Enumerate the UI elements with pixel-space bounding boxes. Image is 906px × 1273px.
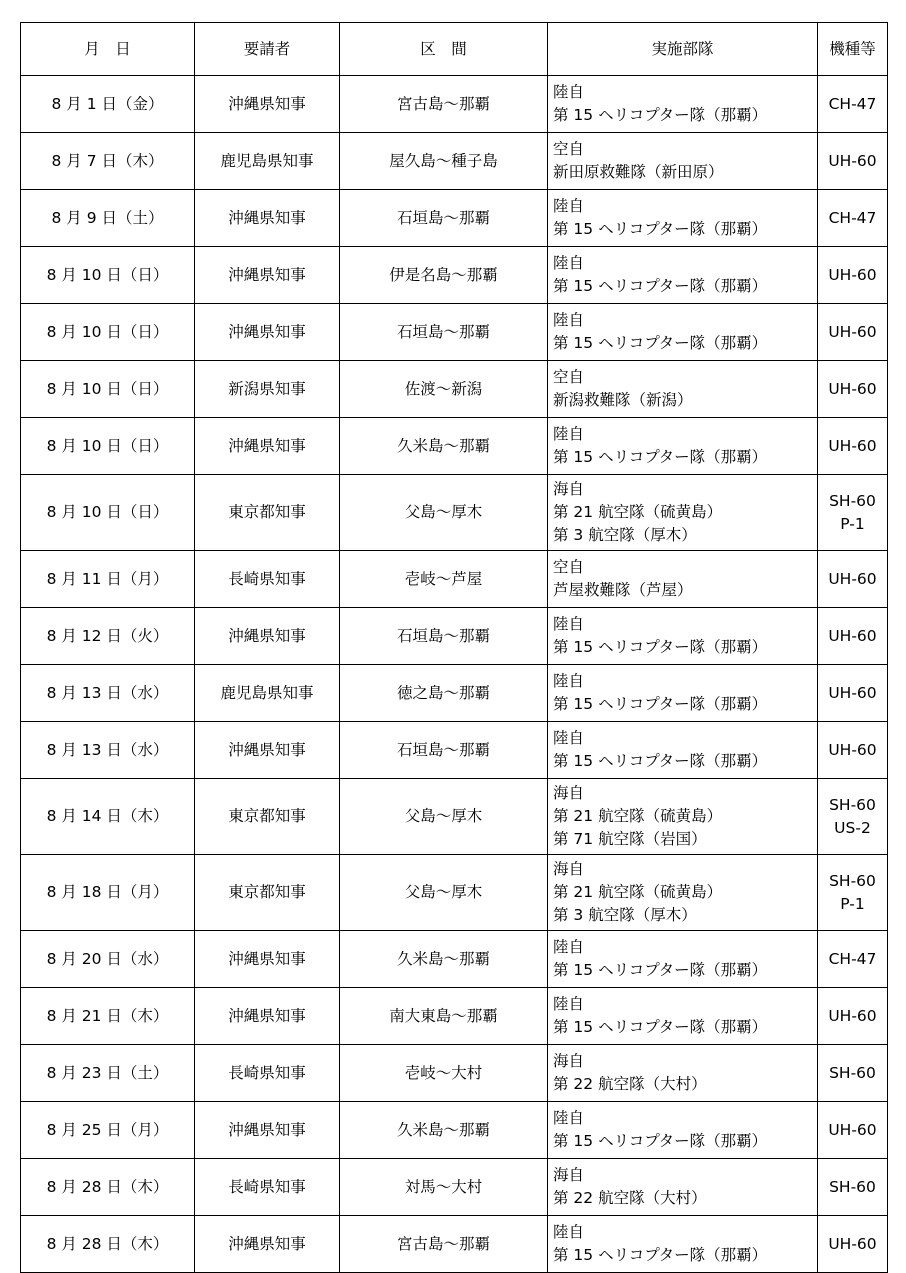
- unit-name: 第 15 ヘリコプター隊（那覇）: [553, 448, 768, 466]
- cell-requester: 鹿児島県知事: [195, 133, 340, 190]
- unit-branch: 空自: [553, 368, 585, 386]
- unit-branch: 海自: [553, 1052, 585, 1070]
- table-row: [21, 779, 888, 855]
- header-section: 区 間: [340, 23, 548, 76]
- cell-unit: [548, 1159, 818, 1216]
- table-row: [21, 988, 888, 1045]
- unit-branch: 海自: [553, 1166, 585, 1184]
- cell-aircraft: [818, 304, 888, 361]
- cell-requester: 沖縄県知事: [195, 76, 340, 133]
- unit-branch: 海自: [553, 784, 585, 802]
- cell-aircraft: [818, 608, 888, 665]
- aircraft-type: P-1: [840, 514, 865, 533]
- aircraft-type: UH-60: [828, 626, 877, 645]
- unit-name: 第 21 航空隊（硫黄島）: [553, 807, 723, 825]
- unit-branch: 陸自: [553, 615, 585, 633]
- cell-aircraft: [818, 361, 888, 418]
- cell-unit: [548, 551, 818, 608]
- table-row: [21, 76, 888, 133]
- unit-name: 第 15 ヘリコプター隊（那覇）: [553, 638, 768, 656]
- table-row: [21, 475, 888, 551]
- cell-date: 8 月 28 日（木）: [21, 1216, 195, 1273]
- cell-date: 8 月 7 日（木）: [21, 133, 195, 190]
- cell-section: 石垣島～那覇: [340, 608, 548, 665]
- aircraft-type: US-2: [834, 818, 871, 837]
- cell-section: 久米島～那覇: [340, 1102, 548, 1159]
- aircraft-type: UH-60: [828, 151, 877, 170]
- cell-aircraft: [818, 665, 888, 722]
- cell-section: 父島～厚木: [340, 779, 548, 855]
- cell-section: 父島～厚木: [340, 475, 548, 551]
- table-row: [21, 247, 888, 304]
- header-unit: 実施部隊: [548, 23, 818, 76]
- unit-name: 第 15 ヘリコプター隊（那覇）: [553, 106, 768, 124]
- cell-aircraft: [818, 551, 888, 608]
- cell-aircraft: [818, 1102, 888, 1159]
- cell-date: 8 月 10 日（日）: [21, 247, 195, 304]
- cell-unit: [548, 361, 818, 418]
- table-row: [21, 1216, 888, 1273]
- cell-unit: [548, 190, 818, 247]
- unit-name: 第 22 航空隊（大村）: [553, 1075, 707, 1093]
- cell-aircraft: [818, 1159, 888, 1216]
- table-body: [21, 76, 888, 1273]
- unit-branch: 陸自: [553, 254, 585, 272]
- table-row: [21, 361, 888, 418]
- table-row: [21, 1159, 888, 1216]
- cell-aircraft: [818, 247, 888, 304]
- header-row: [21, 23, 888, 76]
- unit-name: 第 15 ヘリコプター隊（那覇）: [553, 752, 768, 770]
- aircraft-type: SH-60: [829, 1177, 876, 1196]
- unit-name: 第 21 航空隊（硫黄島）: [553, 883, 723, 901]
- cell-unit: [548, 722, 818, 779]
- unit-branch: 空自: [553, 140, 585, 158]
- cell-section: 宮古島～那覇: [340, 1216, 548, 1273]
- cell-requester: 沖縄県知事: [195, 190, 340, 247]
- cell-section: 南大東島～那覇: [340, 988, 548, 1045]
- cell-unit: [548, 133, 818, 190]
- aircraft-type: CH-47: [828, 94, 877, 113]
- cell-aircraft: [818, 418, 888, 475]
- unit-name: 新潟救難隊（新潟）: [553, 391, 693, 409]
- cell-requester: 長崎県知事: [195, 551, 340, 608]
- unit-name: 第 15 ヘリコプター隊（那覇）: [553, 1132, 768, 1150]
- unit-name: 第 3 航空隊（厚木）: [553, 906, 697, 924]
- unit-name: 第 15 ヘリコプター隊（那覇）: [553, 334, 768, 352]
- table-row: [21, 855, 888, 931]
- cell-section: 屋久島～種子島: [340, 133, 548, 190]
- cell-date: 8 月 20 日（水）: [21, 931, 195, 988]
- cell-aircraft: [818, 855, 888, 931]
- aircraft-type: UH-60: [828, 740, 877, 759]
- cell-unit: [548, 247, 818, 304]
- unit-name: 第 71 航空隊（岩国）: [553, 830, 707, 848]
- aircraft-type: SH-60: [829, 871, 876, 890]
- aircraft-type: CH-47: [828, 949, 877, 968]
- cell-requester: 沖縄県知事: [195, 722, 340, 779]
- cell-section: 伊是名島～那覇: [340, 247, 548, 304]
- table-row: [21, 1045, 888, 1102]
- cell-date: 8 月 18 日（月）: [21, 855, 195, 931]
- aircraft-type: UH-60: [828, 1234, 877, 1253]
- cell-date: 8 月 9 日（土）: [21, 190, 195, 247]
- unit-branch: 陸自: [553, 1109, 585, 1127]
- header-aircraft: 機種等: [818, 23, 888, 76]
- unit-branch: 陸自: [553, 995, 585, 1013]
- cell-date: 8 月 10 日（日）: [21, 361, 195, 418]
- cell-date: 8 月 11 日（月）: [21, 551, 195, 608]
- cell-date: 8 月 25 日（月）: [21, 1102, 195, 1159]
- cell-unit: [548, 1216, 818, 1273]
- aircraft-type: SH-60: [829, 1063, 876, 1082]
- cell-aircraft: [818, 931, 888, 988]
- unit-branch: 陸自: [553, 425, 585, 443]
- cell-requester: 東京都知事: [195, 475, 340, 551]
- cell-date: 8 月 21 日（木）: [21, 988, 195, 1045]
- cell-section: 父島～厚木: [340, 855, 548, 931]
- cell-requester: 東京都知事: [195, 779, 340, 855]
- cell-aircraft: [818, 722, 888, 779]
- header-date: 月 日: [21, 23, 195, 76]
- cell-date: 8 月 23 日（土）: [21, 1045, 195, 1102]
- dispatch-records-table: [20, 22, 888, 1273]
- header-requester: 要請者: [195, 23, 340, 76]
- cell-aircraft: [818, 190, 888, 247]
- table-row: [21, 931, 888, 988]
- unit-name: 第 21 航空隊（硫黄島）: [553, 503, 723, 521]
- cell-section: 徳之島～那覇: [340, 665, 548, 722]
- aircraft-type: CH-47: [828, 208, 877, 227]
- table-header: [21, 23, 888, 76]
- unit-branch: 陸自: [553, 672, 585, 690]
- cell-requester: 沖縄県知事: [195, 931, 340, 988]
- cell-section: 宮古島～那覇: [340, 76, 548, 133]
- cell-requester: 沖縄県知事: [195, 304, 340, 361]
- cell-date: 8 月 12 日（火）: [21, 608, 195, 665]
- unit-branch: 海自: [553, 480, 585, 498]
- unit-branch: 陸自: [553, 83, 585, 101]
- cell-aircraft: [818, 988, 888, 1045]
- unit-branch: 海自: [553, 860, 585, 878]
- cell-section: 石垣島～那覇: [340, 190, 548, 247]
- cell-date: 8 月 13 日（水）: [21, 722, 195, 779]
- cell-unit: [548, 608, 818, 665]
- unit-name: 第 15 ヘリコプター隊（那覇）: [553, 961, 768, 979]
- cell-date: 8 月 13 日（水）: [21, 665, 195, 722]
- aircraft-type: UH-60: [828, 322, 877, 341]
- aircraft-type: SH-60: [829, 491, 876, 510]
- table-row: [21, 418, 888, 475]
- cell-aircraft: [818, 475, 888, 551]
- unit-branch: 陸自: [553, 938, 585, 956]
- cell-unit: [548, 779, 818, 855]
- unit-branch: 空自: [553, 558, 585, 576]
- unit-name: 第 3 航空隊（厚木）: [553, 526, 697, 544]
- table-row: [21, 133, 888, 190]
- cell-aircraft: [818, 133, 888, 190]
- aircraft-type: UH-60: [828, 265, 877, 284]
- cell-unit: [548, 76, 818, 133]
- table-row: [21, 190, 888, 247]
- cell-requester: 沖縄県知事: [195, 418, 340, 475]
- cell-date: 8 月 10 日（日）: [21, 304, 195, 361]
- cell-date: 8 月 1 日（金）: [21, 76, 195, 133]
- cell-section: 久米島～那覇: [340, 418, 548, 475]
- cell-aircraft: [818, 1045, 888, 1102]
- aircraft-type: UH-60: [828, 436, 877, 455]
- unit-name: 第 15 ヘリコプター隊（那覇）: [553, 1018, 768, 1036]
- cell-requester: 東京都知事: [195, 855, 340, 931]
- unit-branch: 陸自: [553, 729, 585, 747]
- unit-name: 第 15 ヘリコプター隊（那覇）: [553, 220, 768, 238]
- cell-section: 壱岐～大村: [340, 1045, 548, 1102]
- cell-unit: [548, 988, 818, 1045]
- cell-section: 壱岐～芦屋: [340, 551, 548, 608]
- cell-requester: 長崎県知事: [195, 1045, 340, 1102]
- cell-section: 久米島～那覇: [340, 931, 548, 988]
- unit-name: 第 22 航空隊（大村）: [553, 1189, 707, 1207]
- unit-branch: 陸自: [553, 1223, 585, 1241]
- unit-name: 第 15 ヘリコプター隊（那覇）: [553, 277, 768, 295]
- cell-unit: [548, 418, 818, 475]
- aircraft-type: UH-60: [828, 683, 877, 702]
- table-row: [21, 1102, 888, 1159]
- aircraft-type: UH-60: [828, 1006, 877, 1025]
- cell-aircraft: [818, 76, 888, 133]
- cell-requester: 沖縄県知事: [195, 247, 340, 304]
- cell-section: 佐渡～新潟: [340, 361, 548, 418]
- aircraft-type: UH-60: [828, 569, 877, 588]
- table-row: [21, 608, 888, 665]
- table-row: [21, 665, 888, 722]
- aircraft-type: SH-60: [829, 795, 876, 814]
- cell-requester: 鹿児島県知事: [195, 665, 340, 722]
- cell-unit: [548, 475, 818, 551]
- cell-section: 石垣島～那覇: [340, 304, 548, 361]
- unit-name: 芦屋救難隊（芦屋）: [553, 581, 693, 599]
- unit-name: 第 15 ヘリコプター隊（那覇）: [553, 695, 768, 713]
- cell-section: 対馬～大村: [340, 1159, 548, 1216]
- cell-requester: 沖縄県知事: [195, 608, 340, 665]
- cell-unit: [548, 1045, 818, 1102]
- cell-section: 石垣島～那覇: [340, 722, 548, 779]
- cell-unit: [548, 665, 818, 722]
- cell-date: 8 月 14 日（木）: [21, 779, 195, 855]
- unit-branch: 陸自: [553, 197, 585, 215]
- cell-requester: 新潟県知事: [195, 361, 340, 418]
- unit-branch: 陸自: [553, 311, 585, 329]
- cell-aircraft: [818, 779, 888, 855]
- cell-date: 8 月 28 日（木）: [21, 1159, 195, 1216]
- table-row: [21, 722, 888, 779]
- table-row: [21, 551, 888, 608]
- unit-name: 第 15 ヘリコプター隊（那覇）: [553, 1246, 768, 1264]
- cell-requester: 沖縄県知事: [195, 1216, 340, 1273]
- aircraft-type: UH-60: [828, 379, 877, 398]
- cell-requester: 沖縄県知事: [195, 988, 340, 1045]
- cell-date: 8 月 10 日（日）: [21, 475, 195, 551]
- cell-requester: 長崎県知事: [195, 1159, 340, 1216]
- cell-aircraft: [818, 1216, 888, 1273]
- cell-unit: [548, 855, 818, 931]
- aircraft-type: UH-60: [828, 1120, 877, 1139]
- cell-date: 8 月 10 日（日）: [21, 418, 195, 475]
- unit-name: 新田原救難隊（新田原）: [553, 163, 724, 181]
- cell-requester: 沖縄県知事: [195, 1102, 340, 1159]
- cell-unit: [548, 304, 818, 361]
- cell-unit: [548, 1102, 818, 1159]
- cell-unit: [548, 931, 818, 988]
- table-row: [21, 304, 888, 361]
- aircraft-type: P-1: [840, 894, 865, 913]
